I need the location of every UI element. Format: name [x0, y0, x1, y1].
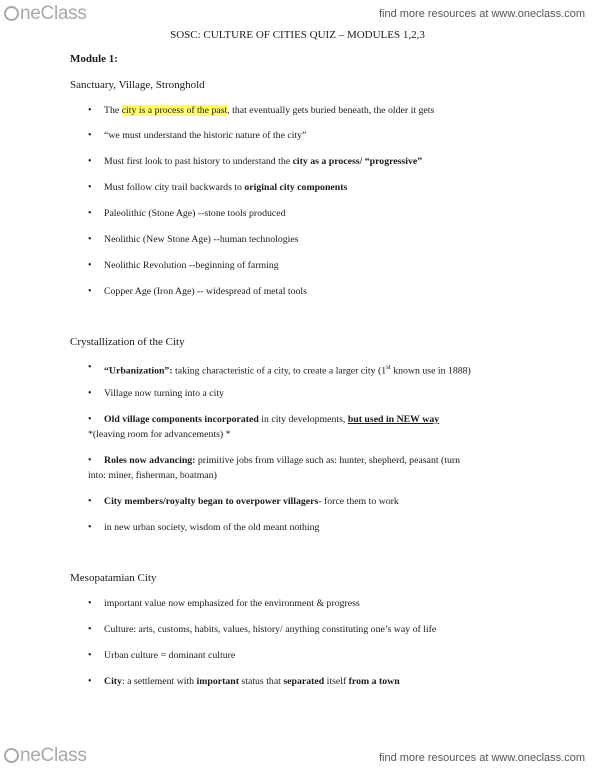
- list-item: • The city is a process of the past, that eventually gets buried beneath, the older it gets: [88, 105, 435, 116]
- bullet-icon: •: [88, 650, 92, 661]
- bullet-icon: •: [88, 388, 92, 399]
- bullet-icon: •: [88, 362, 92, 373]
- bullet-icon: •: [88, 414, 92, 425]
- section-heading: Mesopatamian City: [70, 572, 157, 584]
- bullet-icon: •: [88, 130, 92, 141]
- list-item: • Paleolithic (Stone Age) --stone tools produced: [88, 208, 286, 219]
- bullet-icon: •: [88, 208, 92, 219]
- continued-text: into: miner, fisherman, boatman): [88, 470, 217, 481]
- bullet-icon: •: [88, 496, 92, 507]
- bullet-icon: •: [88, 105, 92, 116]
- list-item: • Village now turning into a city: [88, 388, 224, 399]
- module-heading: Module 1:: [70, 53, 118, 65]
- bullet-icon: •: [88, 286, 92, 297]
- bullet-icon: •: [88, 522, 92, 533]
- list-item: • “we must understand the historic nature of the city”: [88, 130, 307, 141]
- bullet-icon: •: [88, 234, 92, 245]
- document-title: SOSC: CULTURE OF CITIES QUIZ – MODULES 1,2,3: [170, 29, 425, 41]
- logo-text: neClass: [20, 745, 87, 766]
- section-heading: Sanctuary, Village, Stronghold: [70, 79, 205, 91]
- bullet-icon: •: [88, 676, 92, 687]
- list-item: • Urban culture = dominant culture: [88, 650, 236, 661]
- list-item: • in new urban society, wisdom of the old meant nothing: [88, 522, 320, 533]
- oneclass-logo: [4, 3, 87, 25]
- logo-o-icon: [4, 6, 19, 21]
- list-item: • Roles now advancing: primitive jobs from village such as: hunter, shepherd, peasant (turn: [88, 455, 461, 466]
- promo-link-footer[interactable]: find more resources at www.oneclass.com: [378, 752, 585, 764]
- list-item: • Old village components incorporated in city developments, but used in NEW way: [88, 414, 440, 425]
- bullet-icon: •: [88, 624, 92, 635]
- highlighted-text: city is a process of the past: [121, 105, 228, 116]
- oneclass-logo-footer: [4, 745, 87, 767]
- list-item: • City members/royalty began to overpower villagers- force them to work: [88, 496, 399, 507]
- list-item: • Must first look to past history to understand the city as a process/ “progressive”: [88, 156, 423, 167]
- list-item: • Neolithic Revolution --beginning of farming: [88, 260, 279, 271]
- bullet-icon: •: [88, 260, 92, 271]
- list-item: • Copper Age (Iron Age) -- widespread of metal tools: [88, 286, 307, 297]
- list-item: • City: a settlement with important status that separated itself from a town: [88, 676, 400, 687]
- logo-text: neClass: [20, 3, 87, 24]
- note-text: *(leaving room for advancements) *: [88, 429, 231, 440]
- list-item: • “Urbanization”: taking characteristic of a city, to create a larger city (1st known use in 1888): [88, 362, 471, 377]
- bullet-icon: •: [88, 598, 92, 609]
- logo-o-icon: [4, 748, 19, 763]
- list-item: • important value now emphasized for the environment & progress: [88, 598, 360, 609]
- list-item: • Must follow city trail backwards to original city components: [88, 182, 348, 193]
- list-item: • Neolithic (New Stone Age) --human technologies: [88, 234, 299, 245]
- section-heading: Crystallization of the City: [70, 336, 185, 348]
- bullet-icon: •: [88, 182, 92, 193]
- bullet-icon: •: [88, 156, 92, 167]
- promo-link[interactable]: find more resources at www.oneclass.com: [378, 8, 585, 20]
- bullet-icon: •: [88, 455, 92, 466]
- list-item: • Culture: arts, customs, habits, values, history/ anything constituting one’s way of life: [88, 624, 437, 635]
